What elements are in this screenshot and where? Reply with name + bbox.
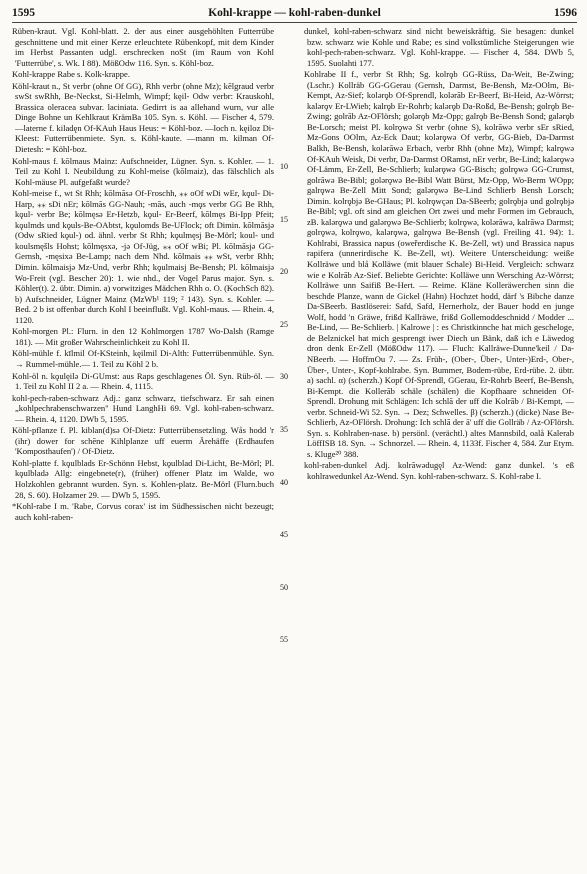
dictionary-entry: Kohl-platte f. kǫulblads Er-Schönn Hebst, kǫulblad Di-Licht, Be-Mörl; Pl. kǫulbladə Allg: eingebnete(r), (früher) offener Platz im Walde, wo Holzkohlen gebrannt wurden. Syn. s. Kohlen-platz. Be-Mörl (Flurn.buch 28, S. 60). Holzamer 29. — DWb 5, 1595. [12,457,274,500]
dictionary-entry: dunkel, kohl-raben-schwarz sind nicht beweiskräftig. Sie besagen: dunkel bzw. schwarz wie Kohle und Rabe; es sind volkstümliche Steigerungen wie kohl-pech-raben-schwarz. Vgl. Kohl-krappe. — Fischer 4, 584. DWb 5, 1595. Suolahti 177. [304,26,574,68]
two-column-body [12,26,577,874]
dictionary-entry: Rüben-kraut. Vgl. Kohl-blatt. 2. der aus einer ausgehöhlten Futterrübe geschnittene und mit einer Kerze erleuchtete Rübenkopf, mit dem Kinder im Herbst Passanten udgl. erschrecken noSt (im Raum von Kohl 'Futterrübe', s. Wk. I 88). MößOdw 116. Syn. s. Köhl-boz. [12,26,274,68]
page-number-left: 1595 [12,7,35,19]
line-number: 30 [280,372,288,382]
dictionary-entry: *Kohl-rabe I m. 'Rabe, Corvus corax' ist im Südhessischen nicht bezeugt; auch kohl-raben- [12,501,274,522]
line-number: 15 [280,214,288,224]
line-number: 50 [280,582,288,592]
line-number: 55 [280,635,288,645]
right-column [304,26,574,483]
dictionary-entry: Kohl-krappe Rabe s. Kolk-krappe. [12,69,130,80]
line-number: 35 [280,425,288,434]
line-number: 25 [280,319,288,329]
dictionary-entry: kohl-pech-raben-schwarz Adj.: ganz schwarz, tiefschwarz. Er sah einen „kohlpechrabenschwarzen" Hund LanghHi 69. Vgl. kohl-raben-schwarz. — Rhein. 4, 1120. DWb 5, 1595. [12,392,274,424]
line-number: 10 [280,162,288,171]
line-number-gutter [280,26,300,874]
dictionary-entry: Kohl-morgen Pl.: Flurn. in den 12 Kohlmorgen 1787 Wo-Dalsh (Ramge 181). — Mit großer Wahrscheinlichkeit zu Kohl II. [12,326,274,347]
dictionary-entry: kohl-raben-dunkel Adj. kolrāwədugęl Az-Wend: ganz dunkel. 's eß kohlrawedunkel Az-Wend. Syn. kohl-raben-schwarz. S. Kohl-rabe I. [304,460,574,481]
dictionary-entry: Köhl-mühle f. kīlmil Of-KSteinh, kęilmil Di-Alth: Futterrübenmühle. Syn. → Rummel-mühle.— 1. Teil zu Köhl 2 b. [12,348,274,369]
left-column [12,26,274,523]
line-number: 20 [280,267,288,277]
line-number: 45 [280,530,288,540]
running-title: Kohl-krappe — kohl-raben-dunkel [208,7,381,19]
dictionary-entry: Kohlrabe II f., verbr St Rhh; Sg. kolrǫb GG-Rüss, Da-Weit, Be-Zwing; (Lschr.) Kollräb GG-GGerau (Gernsh, Darmst, Be-Bensh, Mz-OOlm, Bi-Kempt, Az-Sief; kolərǫb Of-Sprendl, kolərāb Er-Beerf, Bi-Heid, Az-Wörrst; kalərǫv Er-LWieb; kalrǫb Er-Rohrb; kalərǫb Da-Roßd, Be-Bensh; golrǫb Be-Zwing; golrāb Az-OFlörsh; golərǫb Mz-Opp; galrǫb Be-Bensh Sond; galərǫb Be-Lorsch; meist Pl. kolrǫwə St verbr (ohne S), kolrāwə verbr sEr sRied, Mz-Gons OOlm, Az-Eck Daut; kolərǫwə Of verbr, GG-Bieb, Da-Darmst Balkh, Be-Bensh, kolərāwə Erbach, verbr Rhh (ohne Mz), Wimpf; kalrǫwə Of-KAuh Weisk, Di verbr, Da-Darmst ORamst, nEr verbr, Be-Lind; kalərǫwə Of-Lämm, Er-Zell, Be-Schlierb; kulərǫwə GG-Bisch; golrǫwə GG-Crumst, golrāwə Be-Bibl; golərǫwə Be-Bibl Watt Bürst, Mz-Opp, Wo-Berm WOpp; galrǫwə Be-Zell Mitt Sond; galərǫwə Be-Lind Schlierb Bensh Lorsch; Dimin. kolrǫbjə Be-GHaus; Pl. kolrǫwçən Da-SBeerb; golrǫbjə und golrǫbjə Be-Bibl; vgl. oft sind am gleichen Ort zwei und mehr Formen im Gebrauch, zB. kalərǫwə und galərǫwə Be-Schlierb; kolrǫwə, kolərāwə, kalrāwə Darmst; golrǫwə, kolrǫwo, kalərǫwə, galrǫwə Be-Bensh (vgl. Freiling 41. 94): 1. Kohlrabi, Brassica napus (oweřerdische K. Be-Zell, wt) und Brassica napus rapifera (unnerirdische K. Be-Zell, wt). Weitere Unterscheidung: weiße Kollräwe und blå Kolläwe (mit blauer Schale) Bi-Heid. Vergleich: schwarz wie e Kolrāb Az-Sief. Beliebte Gerichte: Kolläwe unn Wersching Az-Wörrst; Kollräwe unn Saifiß Be-Hert. — Reime. Kläne Kolleräwerchen sinn die beschde Planze, wann de Gickel (Hahn) Hochzet hodd, därf 's Bibche danze Da-SBeerb. Bastlöserei: Safd, Safd, Hernerholz, der Bauer hodd en junge Wolf, hodd 'n Gräwe, frißd Kallräwe, frißd Gollemoddeschnidd / Modder ... Be-Lind, — Be-Schlierb. | Kalrowe | : es Christkinnche hat mich gescheloge, de Belznickel hat mich gesprengt iwer Diech un Bänk, daß ich e Läwedog dron denk Er-Zell (MößOdw 117). — Fluch: Kallräwe-Dunne'keil / Da-NBeerb. — HoffmOu 7. — Zs. Früh-, (Ober-, Über-, Unter-)Erd-, Ober-, Über-, Unter-, Kopf-kohlrabe. Syn. Bummer, Bodem-rübe, Erd-rübe. 2. übtr. a) sachl. α) (scherzh.) Kopf Of-Sprendl, GGerau, Er-Rohrb Beerf, Be-Bensh, Bi-Kempt. die Kollerāb schäle (schälen) die Kopfhaare schneiden Of-Sprendl. Drohung mit Schlägen: Ich schlā der uff die Kolrāb / Bi-Kempt, — verbr. Schneid-Wi 52. Syn. → Dez; Schwelles. β) (scherzh.) (dicke) Nase Be-Schlierb, Az-OFlörsh. Drohung: Ich schlā der ā' uff die Gollräb / Az-OFlörsh. Syn. s. Kohlraben-nase. b) persönl. (verächtl.) altes Mannsbild, oalå Kalerab LöffISB 18. Syn. → Schnorzel. — Rhein. 4, 1133f. Fischer 4, 584. Zur Etym. s. Kluge²⁰ 388. [304,69,574,459]
page-number-right: 1596 [554,7,577,19]
dictionary-entry: Köhl-pflanze f. Pl. kiblan(d)sə Of-Dietz: Futterrübensetzling. Wås hodd 'r (ihr) dower for schēne Kihlplanze uff euerm Ärehäffe (Erdhaufen 'Komposthaufen') / Of-Dietz. [12,425,274,457]
dictionary-entry: Kohl-öl n. kǫulęilə Di-GUmst: aus Raps geschlagenes Öl. Syn. Rüb-öl. — 1. Teil zu Kohl II 2 a. — Rhein. 4, 1115. [12,370,274,392]
dictionary-entry: Köhl-kraut n., St verbr (ohne Of GG), Rhh verbr (ohne Mz); kēlgraud verbr swSt swRhh, Be-Neckst, Si-Helmh, Wimpf; kęil- Odw verbr: Krauskohl, Brassica oleracea subvar. laciniata. Gedirrt is aa allehand wurn, vur alle Dinge Bohne un Kehlkraut KrämBa 105. Syn. s. Köhl. — Fischer 4, 579. —laterne f. kiladęn Of-KAuh Haus Heus: = Köhl-boz. —loch n. kęiloz Di-Kleest: Futterrübenmiete. Syn. s. Köhl-kaute. —mann m. kilman Of-Dietesh: = Köhl-boz. [12,80,274,155]
page-header [12,6,577,23]
dictionary-entry: Kohl-maus f. kōlmaus Mainz: Aufschneider, Lügner. Syn. s. Kohler. — 1. Teil zu Kohl I. Neubildung zu Kohl-meise (kōlmaiz), das fälschlich als Kohl-mäuse Pl. aufgefaßt wurde? [12,155,274,187]
dictionary-entry: Kohl-meise f., wt St Rhh; kōlmāsə Of-Froschh, ⁎⁎ oOf wDi wEr, kǫul- Di-Harp, ⁎⁎ sDi nEr; kōlmās GG-Nauh; -mās, auch -mǫs verbr GG Be Rhh, kǫul- verbr Be; kōlmęsə Er-Hetzb, kǫul- Er-Beerf, kōlmęs Bi-Ipp Pfeit; kǫulmds und kǫuls-Be-OAbtst, kǫulomds Be-UFlock; oft Dimin. kōlmāsjə (Odw sRied kǫul-) od. ähnl. verbr St Rhh; kǫulmęsj Be-Mörl; koul- und koulsmęšls Hohst; kōlmęsxə, -jə Of-Jüg, ⁎⁎ oOf wBi; Pl. kōlmāsjə GG-Gernsh, -męsixə Be-Lamp; nach dem Nhd. kōlmais ⁎⁎ wSt, verbr Rhh; Dimin. kōlmaisjə Mz-Und, verbr Rhh; kǫulmaisj Be-Bensh; Pl. kōlmaisjə Wo-Freit (vgl. Bescher 20): 1. wie nhd., der Vogel Parus major. Syn. s. Köhler(t). 2. übtr. Dimin. a) vorwitziges Mädchen Rhh o. O. (KochSch 82). b) Aufschneider, Lügner Mainz (MzWb¹ 119; ² 143). Syn. s. Kohler. — Bed. 2 b ist offenbar durch Kohl I beeinflußt. Vgl. Kohl-maus. — Rhein. 4, 1120. [12,188,274,325]
line-number: 40 [280,477,288,487]
